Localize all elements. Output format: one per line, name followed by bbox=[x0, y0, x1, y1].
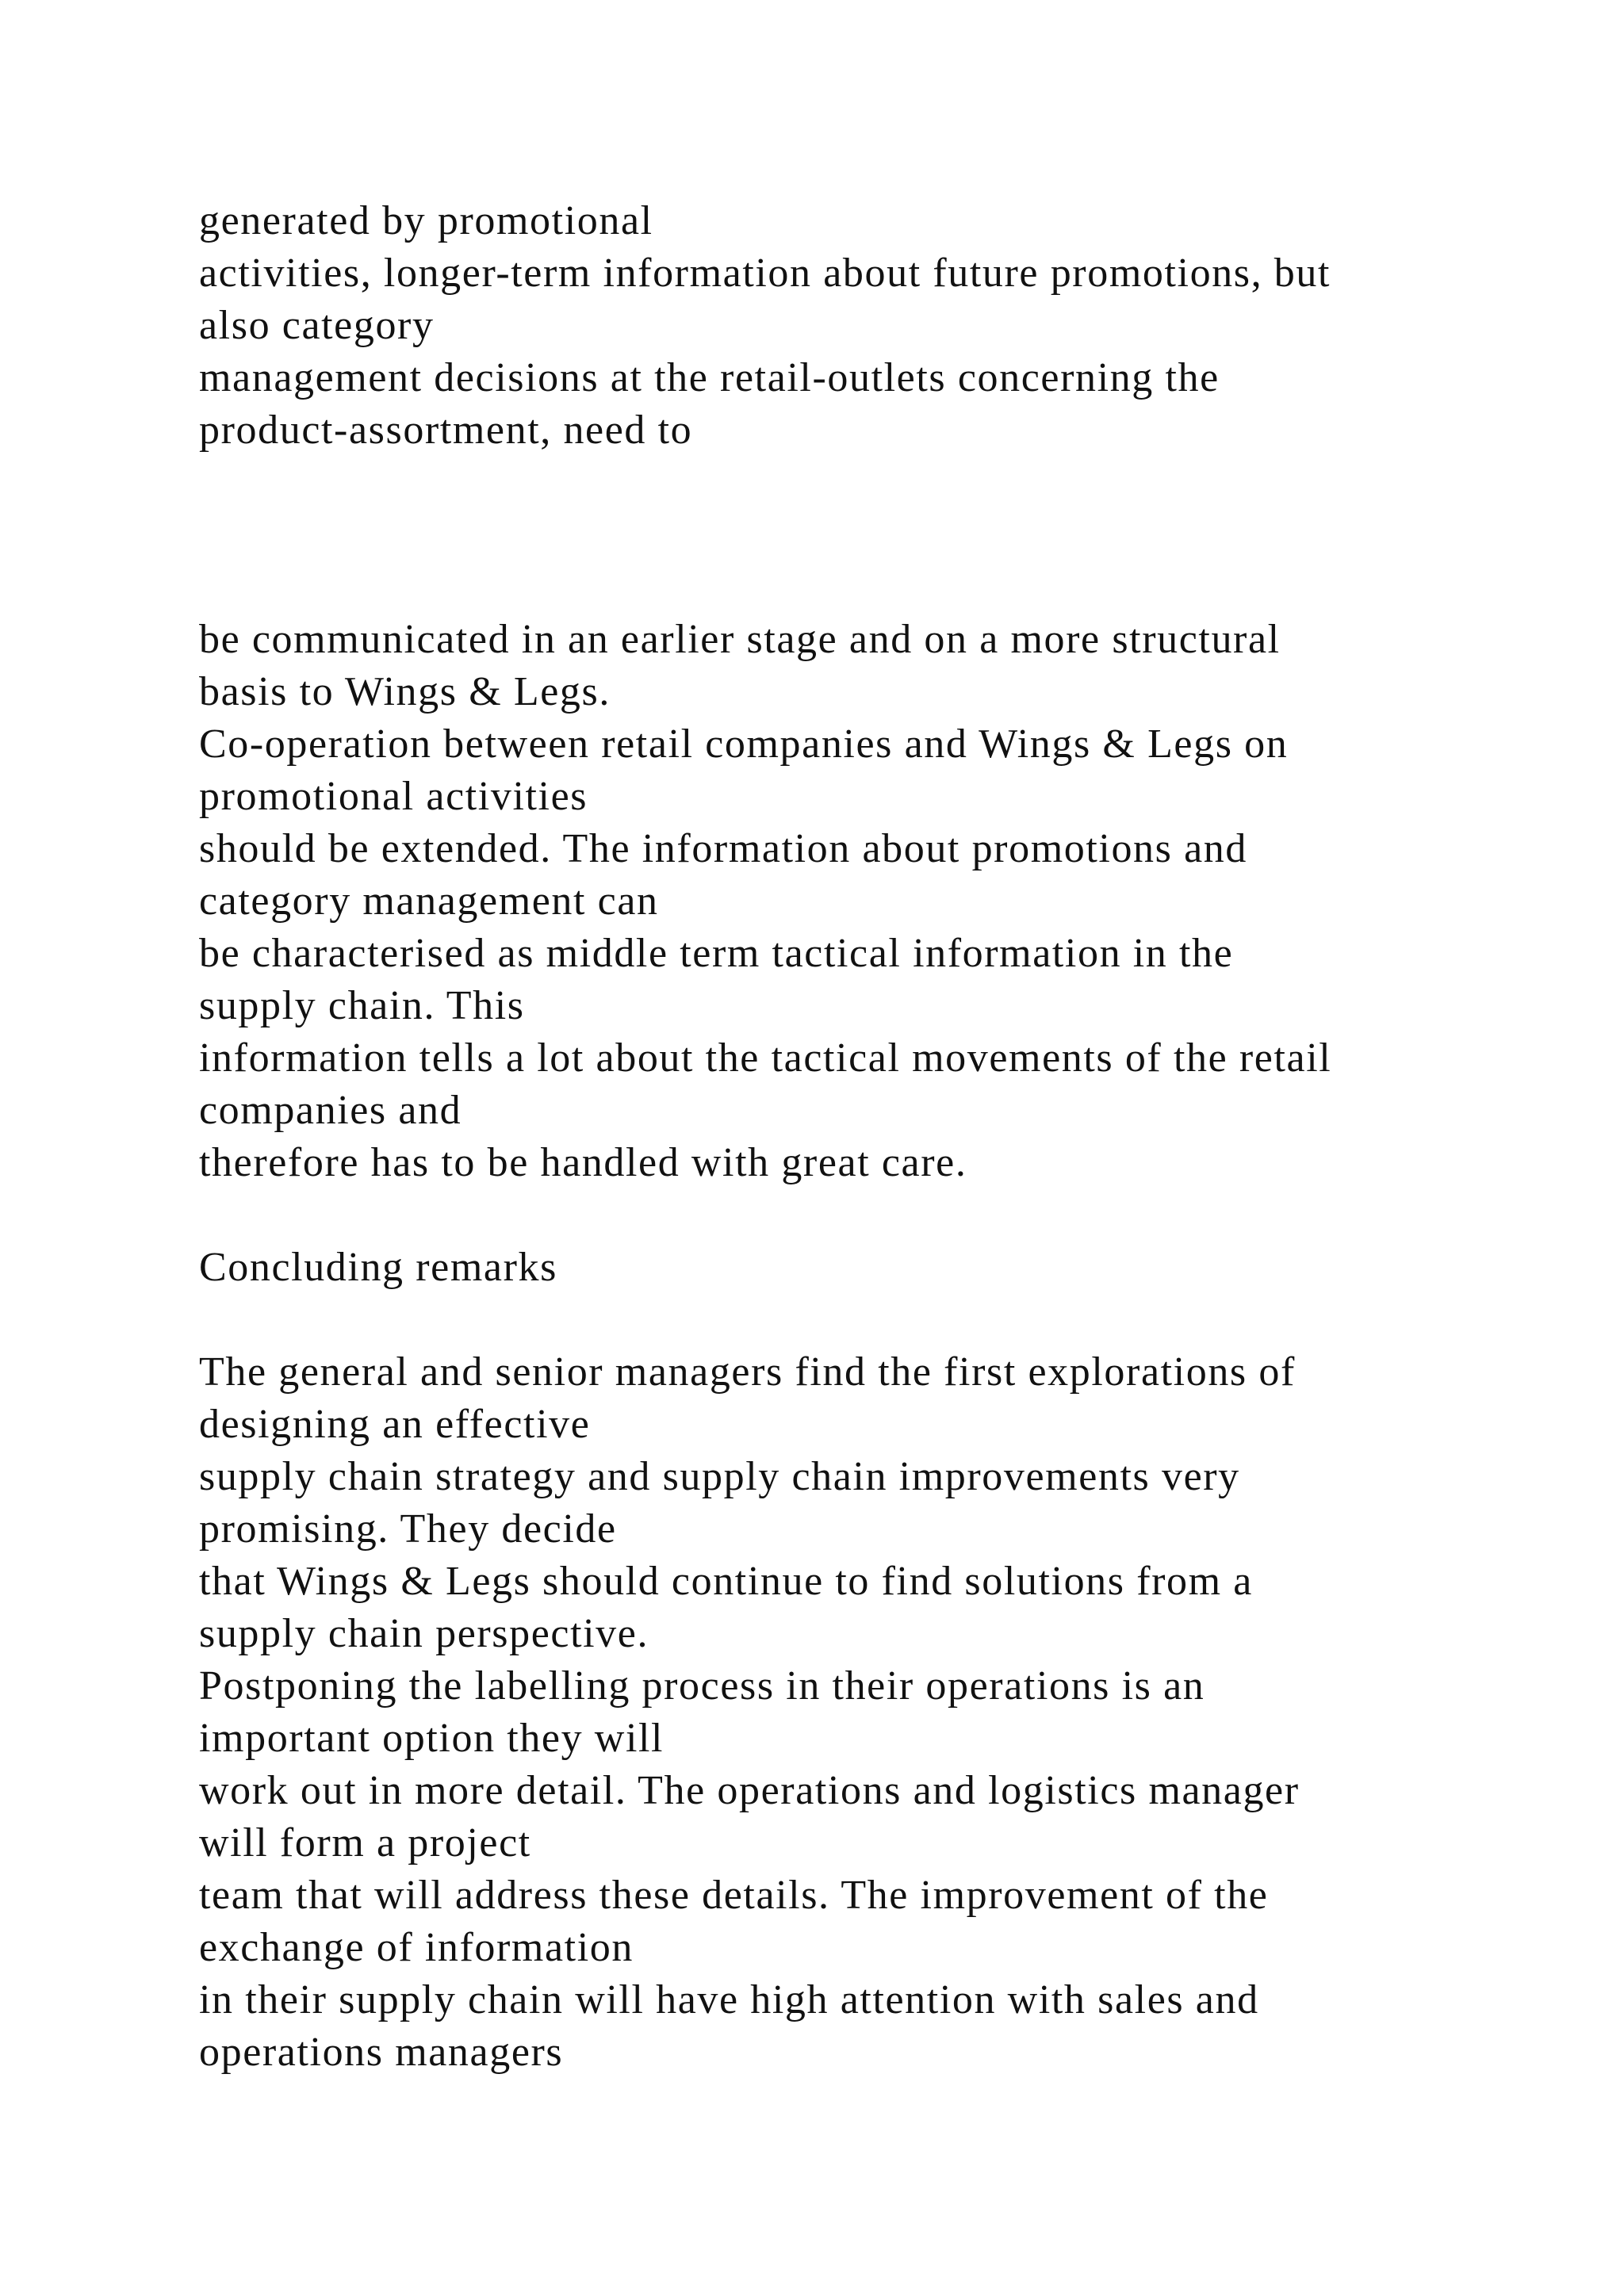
text-line: that Wings & Legs should continue to find solutions from a bbox=[199, 1559, 1253, 1604]
text-line: companies and bbox=[199, 1088, 462, 1133]
paragraph-block-2 bbox=[199, 614, 1547, 1189]
section-heading bbox=[199, 1242, 1547, 1294]
text-line: promising. They decide bbox=[199, 1506, 617, 1552]
text-line: information tells a lot about the tactical movements of the retail bbox=[199, 1035, 1332, 1081]
text-line: generated by promotional bbox=[199, 198, 653, 243]
text-line: Postponing the labelling process in their operations is an bbox=[199, 1663, 1205, 1709]
text-line: product-assortment, need to bbox=[199, 408, 693, 453]
text-line: important option they will bbox=[199, 1716, 665, 1761]
text-line: will form a project bbox=[199, 1820, 531, 1866]
text-line: team that will address these details. The improvement of the bbox=[199, 1873, 1269, 1918]
paragraph-block-1 bbox=[199, 195, 1547, 457]
text-line: The general and senior managers find the first explorations of bbox=[199, 1349, 1296, 1395]
text-line: in their supply chain will have high attention with sales and bbox=[199, 1977, 1259, 2022]
text-line: therefore has to be handled with great care. bbox=[199, 1140, 967, 1185]
text-line: supply chain. This bbox=[199, 983, 525, 1028]
text-line: basis to Wings & Legs. bbox=[199, 669, 611, 714]
text-line: exchange of information bbox=[199, 1925, 634, 1970]
paragraph-block-3 bbox=[199, 1346, 1547, 2079]
text-line: activities, longer-term information about future promotions, but bbox=[199, 251, 1331, 296]
text-line: Co-operation between retail companies and Wings & Legs on bbox=[199, 721, 1289, 767]
text-line: supply chain strategy and supply chain improvements very bbox=[199, 1454, 1240, 1499]
text-line: work out in more detail. The operations and logistics manager bbox=[199, 1768, 1300, 1813]
text-line: be communicated in an earlier stage and on a more structural bbox=[199, 617, 1281, 662]
text-line: operations managers bbox=[199, 2030, 564, 2075]
text-line: supply chain perspective. bbox=[199, 1611, 649, 1656]
text-line: should be extended. The information about promotions and bbox=[199, 826, 1247, 871]
text-line: promotional activities bbox=[199, 774, 588, 819]
text-line: also category bbox=[199, 303, 435, 348]
heading-text: Concluding remarks bbox=[199, 1245, 557, 1290]
text-line: management decisions at the retail-outlets concerning the bbox=[199, 355, 1220, 400]
text-line: be characterised as middle term tactical information in the bbox=[199, 931, 1234, 976]
text-line: category management can bbox=[199, 878, 659, 924]
text-line: designing an effective bbox=[199, 1402, 591, 1447]
